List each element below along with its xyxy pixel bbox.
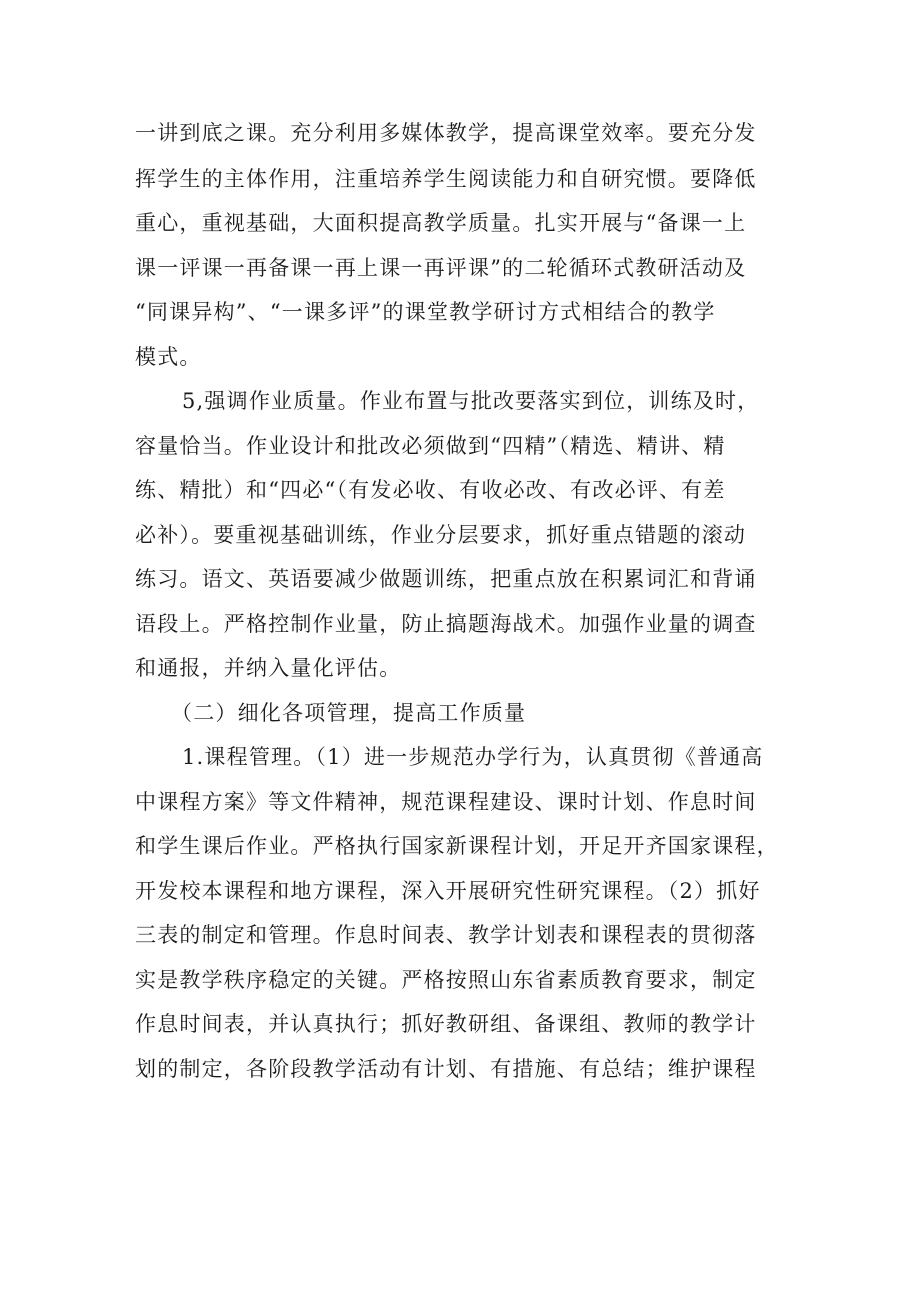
paragraph-line: 语段上。严格控制作业量，防止搞题海战术。加强作业量的调查: [135, 611, 757, 636]
paragraph-line: 划的制定，各阶段教学活动有计划、有措施、有总结；维护课程: [135, 1056, 757, 1081]
paragraph-line: 1.课程管理。（1）进一步规范办学行为，认真贯彻《普通高: [182, 745, 764, 769]
paragraph-line: 练、精批）和“四必“（有发必收、有收必改、有改必评、有差: [135, 478, 726, 502]
paragraph-line: 练习。语文、英语要减少做题训练，把重点放在积累词汇和背诵: [135, 567, 757, 591]
paragraph-line: 作息时间表，并认真执行；抓好教研组、备课组、教师的教学计: [135, 1012, 757, 1036]
paragraph-line: 5,强调作业质量。作业布置与批改要落实到位，训练及时，: [182, 389, 760, 413]
section-heading: （二）细化各项管理，提高工作质量: [171, 700, 527, 725]
paragraph-line: 重心，重视基础，大面积提高教学质量。扎实开展与“备课一上: [135, 211, 747, 235]
paragraph-line: 三表的制定和管理。作息时间表、教学计划表和课程表的贯彻落: [135, 923, 757, 947]
paragraph-line: 容量恰当。作业设计和批改必须做到“四精”（精选、精讲、精: [135, 433, 726, 458]
paragraph-line: 实是教学秩序稳定的关键。严格按照山东省素质教育要求，制定: [135, 967, 757, 992]
paragraph-line: 开发校本课程和地方课程，深入开展研究性研究课程。（2）抓好: [135, 878, 761, 903]
document-body: [135, 116, 795, 1087]
paragraph-line: 课一评课一再备课一再上课一再评课”的二轮循环式教研活动及: [135, 255, 747, 280]
paragraph-line: “同课异构”、“一课多评”的课堂教学研讨方式相结合的教学: [135, 300, 716, 324]
paragraph-line: 一讲到底之课。充分利用多媒体教学，提高课堂效率。要充分发: [135, 121, 757, 145]
paragraph-line: 模式。: [135, 344, 202, 369]
paragraph-line: 中课程方案》等文件精神，规范课程建设、课时计划、作息时间: [135, 789, 757, 814]
paragraph-line: 和学生课后作业。严格执行国家新课程计划，开足开齐国家课程，: [135, 834, 779, 858]
paragraph-line: 必补）。要重视基础训练，作业分层要求，抓好重点错题的滚动: [135, 522, 747, 547]
paragraph-line: 挥学生的主体作用，注重培养学生阅读能力和自研究惯。要降低: [135, 166, 757, 191]
paragraph-line: 和通报，并纳入量化评估。: [135, 656, 402, 680]
